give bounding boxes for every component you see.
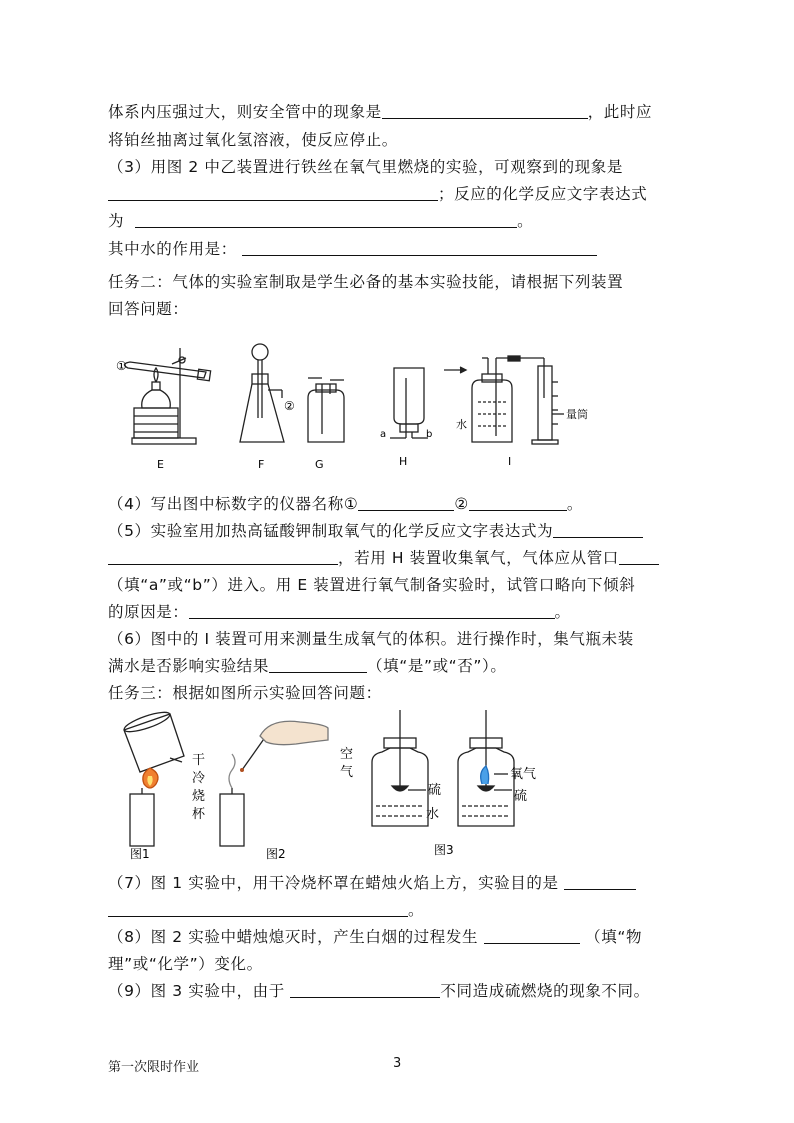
text: （4）写出图中标数字的仪器名称①	[108, 495, 359, 513]
text: 满水是否影响实验结果	[108, 657, 270, 675]
caption-fig1: 图1	[130, 847, 150, 861]
blank[interactable]	[108, 900, 408, 917]
text: 。	[517, 212, 534, 230]
label-a: a	[380, 429, 387, 440]
caption-fig2: 图2	[266, 847, 286, 861]
text: （填“物	[585, 928, 643, 946]
question-5-line4	[108, 601, 571, 623]
apparatus-F	[240, 344, 284, 442]
label-num2: ②	[284, 399, 295, 413]
blank[interactable]	[135, 211, 517, 228]
sulfur-label: 硫	[428, 783, 442, 798]
air-label-2: 气	[340, 765, 354, 780]
apparatus-figure	[112, 338, 592, 473]
question-4	[108, 493, 583, 515]
beaker-label-4: 杯	[192, 807, 206, 822]
apparatus-H	[390, 368, 428, 438]
line-1	[108, 101, 652, 123]
apparatus-G	[308, 378, 344, 442]
text: 其中水的作用是：	[108, 240, 237, 258]
text: 不同造成硫燃烧的现象不同。	[440, 982, 650, 1000]
text: 。	[408, 901, 425, 919]
text: （填“是”或“否”）。	[367, 657, 507, 675]
blank[interactable]	[108, 184, 438, 201]
figure-3-bottle-oxygen	[458, 710, 514, 826]
beaker-label-3: 烧	[192, 789, 206, 804]
blank[interactable]	[358, 494, 454, 511]
water-label: 水	[426, 807, 440, 822]
label-E: E	[157, 458, 164, 471]
blank[interactable]	[382, 102, 588, 119]
line-8: 回答问题：	[108, 300, 189, 318]
question-5	[108, 520, 643, 542]
page-number: 3	[393, 1056, 402, 1071]
oxygen-label: 氧气	[510, 767, 537, 782]
text: （5）实验室用加热高锰酸钾制取氧气的化学反应文字表达式为	[108, 522, 554, 540]
apparatus-E	[124, 348, 210, 444]
question-7-line2	[108, 899, 424, 921]
blank[interactable]	[290, 981, 440, 998]
text: （9）图 3 实验中，由于	[108, 982, 285, 1000]
blank[interactable]	[108, 548, 338, 565]
figure-1-candle-beaker	[122, 709, 184, 846]
label-water: 水	[456, 418, 467, 431]
blank[interactable]	[484, 927, 580, 944]
line-5	[108, 210, 533, 232]
blank[interactable]	[269, 656, 367, 673]
text: （8）图 2 实验中蜡烛熄灭时，产生白烟的过程发生	[108, 928, 479, 946]
label-H: H	[399, 455, 408, 468]
blank[interactable]	[619, 548, 659, 565]
label-G: G	[315, 458, 324, 471]
blank[interactable]	[553, 521, 643, 538]
air-label-1: 空	[340, 747, 354, 762]
caption-fig3: 图3	[434, 843, 454, 857]
beaker-label-1: 干	[192, 753, 206, 768]
blank[interactable]	[189, 602, 555, 619]
label-b: b	[426, 429, 433, 440]
text: ，若用 H 装置收集氧气，气体应从管口	[338, 549, 619, 567]
sulfur-label-2: 硫	[514, 789, 528, 804]
label-cylinder: 量筒	[566, 408, 588, 421]
footer-title: 第一次限时作业	[108, 1060, 200, 1075]
line-6	[108, 238, 597, 260]
label-num1: ①	[116, 359, 127, 373]
task-2: 任务二：气体的实验室制取是学生必备的基本实验技能，请根据下列装置	[108, 273, 624, 291]
text: 为	[108, 212, 125, 230]
question-5-line3: （填“a”或“b”）进入。用 E 装置进行氧气制备实验时，试管口略向下倾斜	[108, 576, 636, 594]
text: 体系内压强过大，则安全管中的现象是	[108, 103, 382, 121]
question-6-line2	[108, 655, 507, 677]
line-2: 将铂丝抽离过氧化氢溶液，使反应停止。	[108, 131, 398, 149]
label-I: I	[508, 455, 512, 468]
beaker-label-2: 冷	[192, 771, 206, 786]
figure-3-bottle-air	[372, 710, 428, 826]
text: ，此时应	[587, 103, 653, 121]
task-3: 任务三：根据如图所示实验回答问题：	[108, 684, 382, 702]
question-8-line2: 理”或“化学”）变化。	[108, 955, 263, 973]
question-5-line2	[108, 547, 659, 569]
question-7	[108, 872, 636, 894]
line-4	[108, 183, 647, 205]
label-F: F	[258, 458, 265, 471]
text: 的原因是：	[108, 603, 189, 621]
candle-sulfur-figure	[110, 708, 537, 868]
question-9	[108, 980, 650, 1002]
text: （7）图 1 实验中，用干冷烧杯罩在蜡烛火焰上方，实验目的是	[108, 874, 559, 892]
blank[interactable]	[469, 494, 567, 511]
blank[interactable]	[242, 239, 597, 256]
figure-2-candle-match	[220, 721, 328, 846]
text: ②	[454, 495, 469, 513]
blank[interactable]	[564, 873, 636, 890]
text: 。	[566, 495, 583, 513]
text: 。	[554, 603, 571, 621]
text: ；反应的化学反应文字表达式	[438, 185, 648, 203]
question-8	[108, 926, 642, 948]
question-6: （6）图中的 I 装置可用来测量生成氧气的体积。进行操作时，集气瓶未装	[108, 630, 634, 648]
question-3: （3）用图 2 中乙装置进行铁丝在氧气里燃烧的实验，可观察到的现象是	[108, 158, 623, 176]
